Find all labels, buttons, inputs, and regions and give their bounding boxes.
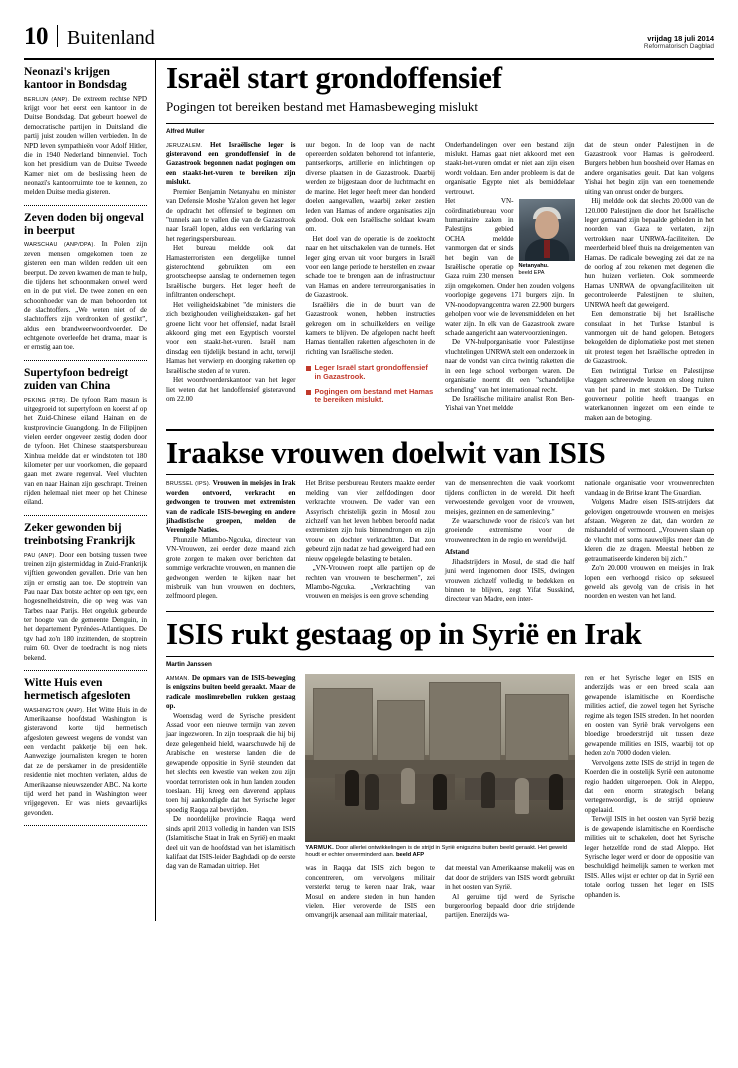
left-rail [24, 60, 156, 921]
paragraph: Het bureau meldde ook dat Hamasterroristen een dergelijke tunnel gisterochtend gebruikten om een grootscheepse aanslag te ondernemen tegen Israëlische burgers. Het leger heeft de infiltranten onderschept. [166, 244, 296, 300]
brief-item [24, 66, 147, 198]
paragraph: van de mensenrechten die vaak voorkomt tijdens conflicten in de wereld. Dit heeft verwoestende gevolgen voor de vrouwen, meisjes, gezinnen en de samenleving." [445, 479, 575, 516]
article-isis [166, 618, 714, 921]
paper-name: Reformatorisch Dagblad [643, 42, 714, 50]
paragraph: Jihadstrijders in Mosul, de stad die half juni werd ingenomen door ISIS, dwingen vrouwen zichzelf volledig te bedekken en binnen te blijven, zegt Yifat Susskind, directeur van Madre, een inter- [445, 557, 575, 604]
body-column-3 [445, 479, 575, 604]
article-byline: Martin Janssen [166, 660, 212, 668]
article-israel [166, 62, 714, 423]
brief-item [24, 367, 147, 508]
paragraph: dat de steun onder Palestijnen in de Gazastrook voor Hamas is geërodeerd. Burgers hebben hun boosheid over Hamas en andere organisaties geuit. Dat kan volgens Yishai het begin zijn van een toenemende uiting van onrust onder de burgers. [584, 140, 714, 196]
rule [166, 474, 714, 475]
photo-caption [305, 845, 574, 859]
paragraph: Volgens Madre eisen ISIS-strijders dat gelovigen ongetrouwde vrouwen en meisjes afstaan. Wegeren ze dat, dan worden ze mishandeld of vermoord. „Vrouwen slaan op de vlucht met soms nauwelijks meer dan de kleren die ze dragen. Meestal hebben ze getraumatiseerde kinderen bij zich." [584, 498, 714, 563]
masthead [0, 0, 738, 55]
brief-body [24, 240, 147, 352]
brief-body [24, 706, 147, 818]
section-title: Buitenland [67, 27, 155, 49]
paragraph [166, 674, 295, 712]
photo-building [313, 688, 373, 764]
body-column-1 [166, 674, 295, 921]
article-headline: ISIS rukt gestaag op in Syrië en Irak [166, 616, 642, 652]
photo-figure [515, 778, 529, 814]
brief-body [24, 396, 147, 508]
photo-figure [549, 774, 563, 810]
lead-dateline: BRUSSEL (IPS). [166, 481, 211, 488]
divider [24, 670, 147, 671]
body-column-1 [166, 479, 296, 604]
photo-figure [401, 768, 415, 804]
article-headline: Israël start grondoffensief [166, 60, 502, 95]
pull-bullets [306, 364, 436, 405]
photo-building [429, 682, 501, 764]
photo-caption-text: Door allerlei ontwikkelingen is de strijd in Syrië enigszins buiten beeld geraakt. Het geweld houdt er echter onverminderd aan. [305, 844, 567, 859]
bullet-item [306, 364, 436, 381]
brief-headline: Supertyfoon bedreigt zuiden van China [24, 366, 129, 392]
bullet-item [306, 388, 436, 405]
paragraph: was in Raqqa dat ISIS zich begon te concentreren, om vervolgens militair versterkt terug te keren naar Irak, waar Mosul en andere steden in hun handen vielen. Hier veroverde de ISIS een omvangrijk arsenaal aan militair materiaal, [305, 864, 435, 920]
paragraph: nationale organisatie voor vrouwenrechten vandaag in de Britse krant The Guardian. [584, 479, 714, 497]
article-byline: Alfred Muller [166, 127, 205, 135]
paragraph: Phunzile Mlambo-Ngcuka, directeur van VN-Vrouwen, zei eerder deze maand zich grote zorgen te maken over berichten dat sommige verkrachte vrouwen, en mannen die gedwongen werden te kijken naar het misbruik van hun vrouwen en dochters, zelfmoord plegen. [166, 535, 296, 601]
divider [24, 360, 147, 361]
paragraph: Terwijl ISIS in het oosten van Syrië bezig is de gewapende islamitische en Koerdische milities uit te schakelen, doet het Syrische leger hetzelfde rond de stad Aleppo. Het Syrische leger werd er door de oppositie van beschuldigd heimelijk samen te werken met ISIS. Alles wijst er echter op dat in Syrië een totale oorlog tussen het leger en ISIS ophanden is. [584, 815, 714, 899]
paragraph: Het Britse persbureau Reuters maakte eerder melding van vier zelfdodingen door verkrachte vrouwen. De vader van een Assyrisch christelijk gezin in Mosul zou zichzelf van het leven hebben beroofd nadat extremisten zijn huis binnendrongen en zijn vrouw en dochter verkrachtten. Dat zou gebeurd zijn nadat ze had geweigerd had een nieuw opgelegde belasting te betalen. [305, 479, 435, 563]
issue-date: vrijdag 18 juli 2014 [647, 33, 714, 43]
paragraph: Een twintigtal Turkse en Palestijnse vlaggen schreeuwde leuzen en sloeg ruiten van het pand in met stokken. De Turkse gouverneur politie heeft traangas en waterkanonnen ingezet om een einde te maken aan de betoging. [584, 366, 714, 422]
paragraph [166, 141, 296, 188]
page-content [0, 60, 738, 921]
article-body [166, 674, 714, 921]
masthead-divider-icon [57, 25, 58, 47]
paragraph: De VN-hulporganisatie voor Palestijnse vluchtelingen UNRWA stelt een onderzoek in naar de vondst van circa twintig raketten die in een lege school verborgen waren. De organisatie noemt dit een "schandelijke schending" van het internationaal recht. [445, 338, 575, 394]
subsection-heading: Afstand [445, 548, 470, 557]
photo-figure [365, 774, 379, 810]
brief-dateline: PAU (ANP). [24, 552, 57, 559]
paragraph: uur begon. In de loop van de nacht opereerden soldaten behorend tot infanterie, pantserkorps, artillerie en inlichtingen op diverse plaatsen in de Gazastrook. Daarbij werden ze bijgestaan door de luchtmacht en de marine. Het leger heeft meer dan honderd doelen aangevallen, waarbij zeker zestien leden van Hamas of andere organisaties zijn gedood. Ook een Israëlische soldaat kwam om. [305, 140, 435, 234]
lead-text: De opmars van de ISIS-beweging is enigszins buiten beeld geraakt. Maar de radicale moslimrebellen rukken gestaag op. [166, 673, 296, 711]
paragraph: ren er het Syrische leger en ISIS en anderzijds was er een breed scala aan gewapende islamitische en Koerdische milities actief, die zowel tegen het Syrische regime als tegen ISIS streden. In het noorden en oosten van Syrië brak vervolgens een bloedige broederstrijd uit tussen deze gewapende milities en ISIS, waarbij tot op heden zo'n 7000 doden vielen. [584, 673, 714, 758]
brief-headline: Zeker gewonden bij treinbotsing Frankrijk [24, 521, 136, 547]
body-column-4 [585, 479, 715, 604]
photo-and-columns [305, 674, 574, 921]
paragraph: Israëliërs die in de buurt van de Gazastrook wonen, hebben instructies gekregen om in schuilkelders en veilige kamers te blijven. De afgelopen nacht heeft Hamas tientallen raketten afgeschoten in de richting van Israëlische steden. [305, 300, 435, 356]
paragraph: Premier Benjamin Netanyahu en minister van Defensie Moshe Ya'alon geven het leger de opdracht het offensief te beginnen om "tunnels aan te vallen die van de Gazastrook naar Israël lopen, aldus een verklaring van het regeringspersbureau. [166, 187, 296, 243]
brief-headline: Zeven doden bij ongeval in beerput [24, 211, 144, 237]
article-body [166, 479, 714, 604]
paragraph: Het veiligheidskabinet "de ministers die zich bezighouden veiligheidszaken- gaf het groene licht voor het offensief, nadat Israël akkoord ging met een Egyptisch voorstel voor een staakt-het-vuren. Israël nam dinsdag een tijdelijk bestand in acht, terwijl Hamas het verwierp en doorging raketten op Israëlische steden af te vuren. [166, 300, 296, 375]
brief-headline: Witte Huis even hermetisch afgesloten [24, 676, 131, 702]
article-headline: Iraakse vrouwen doelwit van ISIS [166, 434, 606, 470]
paragraph: Het doel van de operatie is de zoektocht naar en het uitschakelen van de tunnels. Het leger ging ervan uit voor burgers in Israël voor een lange periode te herstellen en zwaar schade toe te brengen aan de infrastructuur van Hamas en andere terreurorganisaties in de Gazastrook. [305, 234, 435, 300]
article-iraqi-women [166, 434, 714, 605]
divider [24, 205, 147, 206]
masthead-left [24, 22, 155, 51]
rule [166, 429, 714, 431]
brief-item [24, 677, 147, 818]
paragraph: Het woordvoerderskantoor van het leger liet weten dat het landoffensief gisteravond om 22.00 [166, 376, 296, 403]
paragraph: Ze waarschuwde voor de risico's van het groeiende extremisme voor de vrouwenrechten in de regio en wereldwijd. [445, 517, 575, 544]
bullet-text: Leger Israël start grondoffensief in Gazastrook. [314, 363, 428, 381]
body-column-2 [306, 479, 436, 604]
brief-dateline: WASHINGTON (ANP). [24, 707, 85, 714]
photo-figure [433, 774, 447, 810]
brief-text: In Polen zijn zeven mensen omgekomen toen ze gisteren een man wilden redden uit een beerput. De zeven kwamen de man te hulp, die tijdens het schoonmaken onwel werd en in de put viel. De twee zonen en een schoonhoeder van de man behoorden tot de slachtoffers. „We weten niet of de slachtoffers zijn verdronken of gestikt”, aldus een brandweerwoordvoerder. De echtgenote overleefde het drama, maar is er ernstig aan toe. [24, 240, 147, 352]
portrait-caption [519, 263, 575, 277]
paragraph: De noordelijke provincie Raqqa werd sinds april 2013 volledig in handen van ISIS (Islamitische Staat in Irak en Syrië) en maakt deel uit van de hoofdstad van het islamitisch kalifaat dat ISIS-leider Baghdadi op de eerste dag van de Ramadan uitriep. Het [166, 815, 296, 871]
page-number: 10 [24, 23, 48, 50]
bullet-square-icon [306, 366, 311, 371]
brief-dateline: PEKING (RTR). [24, 397, 68, 404]
photo-figure [481, 772, 495, 808]
lead-text: Vrouwen in meisjes in Irak worden ontvoerd, verkracht en gedwongen te trouwen met extremisten van de radicale ISIS-beweging en andere jihadistische groepen, melden de Verenigde Naties. [166, 479, 296, 535]
lead-dateline: JERUZALEM. [166, 142, 203, 149]
brief-dateline: BERLIJN (ANP). [24, 96, 70, 103]
main-column [156, 60, 714, 921]
brief-item [24, 522, 147, 663]
body-column-4 [585, 674, 714, 921]
paragraph: Onderhandelingen over een bestand zijn mislukt. Hamas gaat niet akkoord met een staakt-het-vuren omdat er niet aan zijn eisen wordt voldaan. Een ander probleem is dat de organisatie Egypte niet als bemiddelaar vertrouwt. [445, 140, 575, 196]
paragraph: „VN-Vrouwen roept alle partijen op de rechten van vrouwen te beschermen", zei Mlambo-Ngcuka. „Verkrachting van vrouwen en meisjes is een grove schending [305, 564, 435, 601]
portrait-face [535, 211, 559, 239]
photo-figure [345, 770, 359, 806]
portrait-caption-credit: beeld EPA [518, 269, 545, 276]
paragraph: Al geruime tijd werd de Syrische burgeroorlog bepaald door drie strijdende partijen. Enerzijds wa- [445, 892, 575, 920]
article-body [166, 141, 714, 424]
paragraph [166, 479, 296, 536]
body-column-2 [305, 864, 435, 921]
portrait-caption-name: Netanyahu. [518, 263, 549, 270]
paragraph: Vervolgens zette ISIS de strijd in tegen de Koerden die in oostelijk Syrië een autonome regio hadden uitgeroepen. Ook in Aleppo, dat een enorm strategisch belang vertegenwoordigt, is de strijd opnieuw opgelaaid. [584, 758, 714, 814]
brief-body [24, 95, 147, 198]
paragraph: dat meestal van Amerikaanse makelij was en dat door de strijders van ISIS wordt gebruikt in het oosten van Syrië. [445, 864, 575, 892]
paragraph: Een demonstratie bij het Israëlische consulaat in het Turkse Istanbul is vanmorgen uit de hand gelopen. Betogers bekogelden de diplomatieke post met stenen uit protest tegen het Israëlische optreden in de Gazastrook. [584, 310, 714, 366]
paragraph: Hij meldde ook dat slechts 20.000 van de 120.000 Palestijnen die door het Israëlische leger gemaand zijn bepaalde gebieden in het noorden van Gaza te verlaten, zijn vertrokken naar UNRWA-faciliteiten. De meerderheid bleef thuis na dreigementen van Hamas. De radicale beweging zei dat ze na de oorlog af zou rekenen met degenen die hun huizen verlieten. Ook sommeerde Hamas UNRWA de opvangfaciliteiten uit gecontroleerde Palestijnen te sluiten, UNRWA heeft dat geweigerd. [584, 197, 714, 309]
body-column-2 [306, 141, 436, 424]
divider [24, 825, 147, 826]
paragraph: Het VN-coördinatiebureau voor humanitaire zaken in Palestijns gebied OCHA meldde vanmorgen dat er sinds het begin van de Israëlische operatie op Gaza ruim 230 mensen zijn omgekomen. Onder hen zouden volgens voorlopige gegevens 171 burgers zijn. In VN-noodopvangcentra waren 22.900 burgers geholpen voor wie de levensmiddelen en het water zijn. In elk van de Gazastrook zware schade aangericht aan watervoorzieningen. [445, 197, 575, 337]
photo-caption-place: YARMUK. [305, 844, 335, 851]
brief-text: De tyfoon Ram masun is uitgegroeid tot supertyfoon en koerst af op het Zuid-Chinese eiland Hainan en de kustprovincie Guangdong. In de Filipijnen vielen eerder ongeveer zestig doden door de tyfoon. Het Chinese staatspersbureau Xinhua meldde dat er windstoten tot 180 kilometer per uur voorkomen, die gepaard gaan met zware regenval. Veel vluchten van en naar Hainan zijn geschrapt. Treinen rijden helemaal niet meer op het Chinese eiland. [24, 395, 147, 507]
masthead-right [644, 34, 714, 52]
lead-dateline: AMMAN. [166, 675, 190, 682]
bullet-text: Pogingen om bestand met Hamas te bereiken mislukt. [314, 386, 434, 405]
brief-body [24, 551, 147, 663]
rule [166, 611, 714, 613]
brief-text: Het Witte Huis in de Amerikaanse hoofdstad Washington is gisteravond korte tijd hermetisch afgesloten geweest wegens de vondst van een verdacht pakketje bij een hek. Aanwezige journalisten kregen te horen dat ze de perskamer in de presidentiële residentie niet mochten verlaten, aldus de Amerikaanse nieuwszender ABC. Na korte tijd werd het pand in Washington weer vrijgegeven. Er was niets gevaarlijks gevonden. [24, 705, 148, 817]
rule [166, 123, 714, 124]
body-column-3 [445, 864, 575, 921]
paragraph: De Israëlische militaire analist Ron Ben-Yishai van Ynet meldde [445, 394, 575, 413]
paragraph: Woensdag werd de Syrische president Assad voor een nieuwe termijn van zeven jaar ingezworen. In zijn toespraak die hij bij deze gelegenheid hield, waarschuwde hij de Arabische en westerse landen die de gewapende oppositie in Syrië steunden dat het slechts een kwestie van weken zou zijn voordat terroristen ook in hun landen zouden toeslaan. Hij kreeg een daverend applaus toen hij aankondigde dat het Syrische leger spoedig Raqqa zal bevrijden. [166, 711, 296, 814]
paragraph: Zo'n 20.000 vrouwen en meisjes in Irak lopen een verhoogd risico op seksueel geweld als gevolg van de crisis in het noorden en westen van het land. [584, 564, 714, 601]
article-subhead: Pogingen tot bereiken bestand met Hamasbeweging mislukt [166, 98, 478, 114]
photo-credit: beeld AFP [395, 852, 425, 859]
portrait-photo [519, 199, 575, 261]
brief-item [24, 212, 147, 353]
brief-dateline: WARSCHAU (ANP/DPA). [24, 242, 96, 249]
portrait-figure [519, 199, 575, 277]
lead-text: Het Israëlische leger is gisteravond een grondoffensief in de Gazastrook begonnen nadat pogingen om een staakt-het-vuren te bereiken zijn mislukt. [166, 140, 296, 187]
body-column-4 [585, 141, 715, 424]
photo-subcolumns [305, 864, 574, 921]
brief-text: Door een botsing tussen twee treinen zijn gistermiddag in Zuid-Frankrijk vijftien gewonden gevallen. Drie van hen zijn er ernstig aan toe. De stoptrein van Pau naar Dax botste achter op een tgv, een hogesnelheidstrein, die op weg was van Tarbes naar Parijs. Het ongeluk gebeurde ter hoogte van de gemeente Denguin, in het departement Pyrénées-Atlantiques. De tgv had zo'n 180 inzittenden, de stoptrein ruim 60. Over de toedracht is nog niets bekend. [24, 550, 148, 662]
brief-headline: Neonazi's krijgen kantoor in Bondsdag [24, 66, 127, 91]
rule [166, 656, 714, 657]
body-column-3 [445, 141, 575, 424]
article-photo [305, 674, 574, 842]
divider [24, 515, 147, 516]
bullet-square-icon [306, 390, 311, 395]
portrait-tie [544, 240, 550, 258]
photo-building [505, 694, 569, 764]
body-column-1 [166, 141, 296, 424]
brief-text: De extreem rechtse NPD krijgt voor het eerst een kantoor in de Duitse Bondsdag. Dat gebeurt hoewel de democratische partijen in Duitsland die partij juist zouden willen verbieden. In de NPD leven sympathieën voor Adolf Hitler, die in 1940 Nederland binnenviel. Toch kon het presidium van de Duitse Tweede Kamer niet om de beslissing heen de neonazi's kantoorruimte toe te kennen, zo melden Duitse media gisteren. [24, 94, 147, 197]
photo-building [377, 700, 425, 764]
